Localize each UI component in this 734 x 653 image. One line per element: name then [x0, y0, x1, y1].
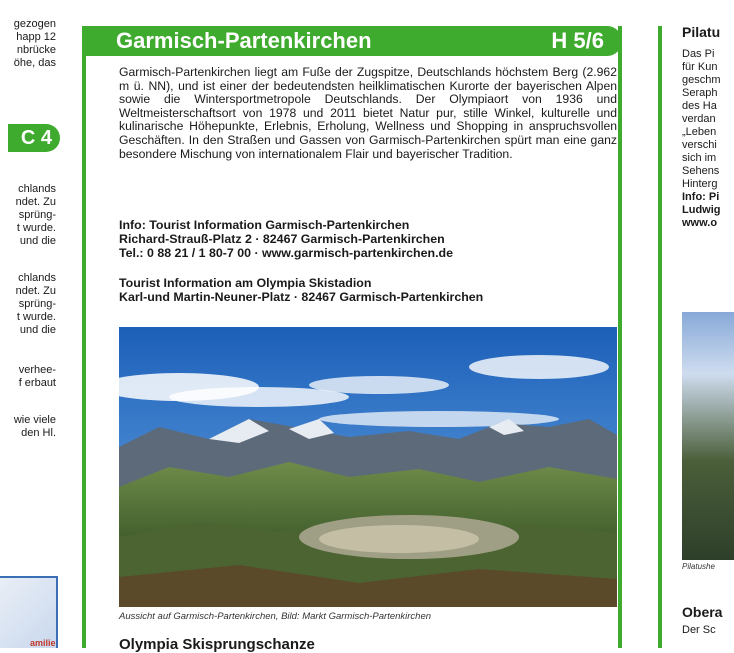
- right-text-line: Sehens: [682, 165, 720, 177]
- left-text-line: öhe, das: [13, 57, 56, 69]
- right-image-caption: Pilatushe: [682, 562, 715, 571]
- info-line: Tourist Information am Olympia Skistadion: [119, 276, 372, 290]
- right-text-line: www.o: [682, 217, 718, 229]
- left-text-line: happ 12: [16, 31, 56, 43]
- article-title: Garmisch-Partenkirchen: [116, 28, 372, 53]
- right-article-image: [682, 312, 734, 560]
- right-text-line: Hinterg: [682, 178, 718, 190]
- info-line: Info: Tourist Information Garmisch-Partenkirchen: [119, 218, 410, 232]
- info-line: Karl-und Martin-Neuner-Platz · 82467 Garmisch-Partenkirchen: [119, 290, 484, 304]
- info-block: [119, 218, 617, 260]
- right-text-line: des Ha: [682, 100, 717, 112]
- next-section-heading: Olympia Skisprungschanze: [119, 636, 315, 653]
- right-text-line: verschi: [682, 139, 717, 151]
- left-image-text: amilie: [30, 638, 56, 648]
- right-text-line: verdan: [682, 113, 716, 125]
- right-text-line: Der Sc: [682, 624, 716, 636]
- left-text-line: chlands: [18, 183, 56, 195]
- left-text-line: sprüng-: [18, 298, 56, 310]
- right-divider: [658, 26, 662, 648]
- article-body: Garmisch-Partenkirchen liegt am Fuße der Zugspitze, Deutschlands höchstem Berg (2.962 m ü. NN), und ist einer der bedeutendsten heilklimatischen Kurorte der bayerischen Alpen sowie die Wintersportmetropole Deutschlands. Der Olympiaort von 1936 und Weltmeisterschaftsort von 1978 und 2011 bietet Natur pur, stille Winkel, kulturelle und kulinarische Höhepunkte, Erlebnis, Erholung, Wellness und Shopping in anspruchsvollen Geschäften. In den Straßen und Gassen von Garmisch-Partenkirchen spürt man eine ganz besondere Mischung von internationalem Flair und bayerischer Tradition.: [119, 65, 617, 161]
- photo-caption: Aussicht auf Garmisch-Partenkirchen, Bild: Markt Garmisch-Partenkirchen: [119, 611, 432, 622]
- left-text-line: verhee-: [18, 364, 56, 376]
- right-text-line: Seraph: [682, 87, 718, 99]
- left-text-line: wie viele: [13, 414, 56, 426]
- info-block-2: [119, 276, 617, 304]
- left-text-line: f erbaut: [18, 377, 56, 389]
- left-text-line: t wurde.: [16, 222, 56, 234]
- right-text-line: Das Pi: [682, 48, 715, 60]
- section-code-badge: C 4: [8, 124, 60, 152]
- left-text-line: ndet. Zu: [15, 196, 56, 208]
- right-column: [672, 0, 734, 648]
- info-line: Tel.: 0 88 21 / 1 80-7 00 · www.garmisch-partenkirchen.de: [119, 246, 453, 260]
- right-text-line: „Leben: [682, 126, 717, 138]
- left-text-line: nbrücke: [16, 44, 56, 56]
- article-header: [82, 26, 622, 56]
- right-article-title: Pilatu: [682, 24, 721, 40]
- left-text-line: gezogen: [13, 18, 56, 30]
- left-text-line: t wurde.: [16, 311, 56, 323]
- left-column: [0, 0, 62, 648]
- right-article-title-2: Obera: [682, 604, 723, 620]
- right-text-line: geschm: [682, 74, 721, 86]
- left-text-line: ndet. Zu: [15, 285, 56, 297]
- map-code: H 5/6: [551, 28, 604, 53]
- left-text-line: sprüng-: [18, 209, 56, 221]
- info-line: Richard-Strauß-Platz 2 · 82467 Garmisch-Partenkirchen: [119, 232, 445, 246]
- right-text-line: für Kun: [682, 61, 718, 73]
- right-text-line: sich im: [682, 152, 717, 164]
- right-text-line: Info: Pi: [682, 191, 720, 203]
- landscape-photo: [119, 327, 617, 607]
- left-text-line: und die: [19, 324, 56, 336]
- left-text-line: und die: [19, 235, 56, 247]
- left-text-line: chlands: [18, 272, 56, 284]
- left-text-line: den Hl.: [21, 427, 56, 439]
- right-text-line: Ludwig: [682, 204, 721, 216]
